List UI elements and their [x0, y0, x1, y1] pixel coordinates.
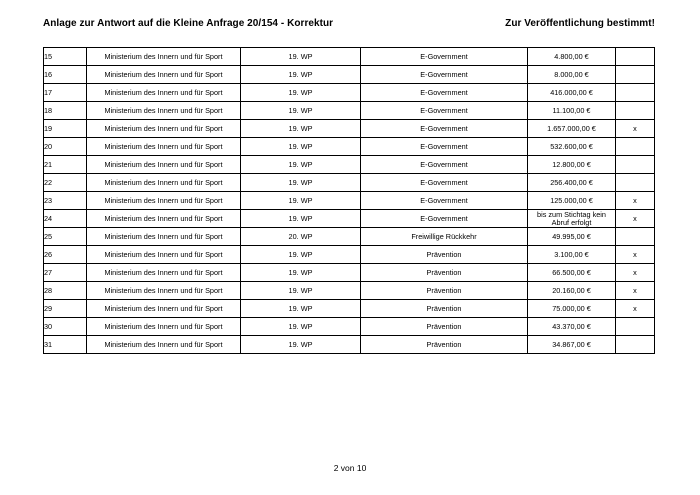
- flag-cell: [616, 102, 655, 120]
- topic-cell: Prävention: [361, 264, 528, 282]
- legislative-period-cell: 19. WP: [241, 300, 361, 318]
- amount-cell: 20.160,00 €: [528, 282, 616, 300]
- ministry-cell: Ministerium des Innern und für Sport: [87, 246, 241, 264]
- table-row: [44, 282, 655, 300]
- amount-cell: 3.100,00 €: [528, 246, 616, 264]
- flag-cell: [616, 138, 655, 156]
- amount-cell: 4.800,00 €: [528, 48, 616, 66]
- table-row: [44, 192, 655, 210]
- legislative-period-cell: 19. WP: [241, 120, 361, 138]
- legislative-period-cell: 19. WP: [241, 66, 361, 84]
- flag-cell: x: [616, 264, 655, 282]
- flag-cell: x: [616, 120, 655, 138]
- legislative-period-cell: 19. WP: [241, 192, 361, 210]
- amount-cell: 34.867,00 €: [528, 336, 616, 354]
- table-row: [44, 336, 655, 354]
- legislative-period-cell: 19. WP: [241, 84, 361, 102]
- ministry-cell: Ministerium des Innern und für Sport: [87, 102, 241, 120]
- flag-cell: [616, 66, 655, 84]
- legislative-period-cell: 19. WP: [241, 318, 361, 336]
- topic-cell: E-Government: [361, 102, 528, 120]
- topic-cell: Prävention: [361, 300, 528, 318]
- ministry-cell: Ministerium des Innern und für Sport: [87, 84, 241, 102]
- amount-cell: 43.370,00 €: [528, 318, 616, 336]
- table-row: [44, 48, 655, 66]
- ministry-cell: Ministerium des Innern und für Sport: [87, 228, 241, 246]
- topic-cell: Prävention: [361, 282, 528, 300]
- ministry-cell: Ministerium des Innern und für Sport: [87, 318, 241, 336]
- flag-cell: [616, 84, 655, 102]
- table-row: [44, 84, 655, 102]
- flag-cell: [616, 318, 655, 336]
- topic-cell: E-Government: [361, 174, 528, 192]
- flag-cell: [616, 156, 655, 174]
- table-row: [44, 210, 655, 228]
- table-row: [44, 156, 655, 174]
- table-row: [44, 228, 655, 246]
- ministry-cell: Ministerium des Innern und für Sport: [87, 336, 241, 354]
- table-row: [44, 120, 655, 138]
- ministry-cell: Ministerium des Innern und für Sport: [87, 120, 241, 138]
- topic-cell: Freiwillige Rückkehr: [361, 228, 528, 246]
- legislative-period-cell: 19. WP: [241, 282, 361, 300]
- legislative-period-cell: 19. WP: [241, 210, 361, 228]
- topic-cell: E-Government: [361, 192, 528, 210]
- ministry-cell: Ministerium des Innern und für Sport: [87, 66, 241, 84]
- topic-cell: Prävention: [361, 246, 528, 264]
- ministry-cell: Ministerium des Innern und für Sport: [87, 138, 241, 156]
- legislative-period-cell: 19. WP: [241, 264, 361, 282]
- legislative-period-cell: 19. WP: [241, 156, 361, 174]
- amount-cell: 49.995,00 €: [528, 228, 616, 246]
- amount-cell: 532.600,00 €: [528, 138, 616, 156]
- amount-cell: 1.657.000,00 €: [528, 120, 616, 138]
- legislative-period-cell: 19. WP: [241, 138, 361, 156]
- row-number: 30: [44, 318, 87, 336]
- amount-cell: 75.000,00 €: [528, 300, 616, 318]
- amount-cell: 11.100,00 €: [528, 102, 616, 120]
- row-number: 31: [44, 336, 87, 354]
- flag-cell: [616, 336, 655, 354]
- flag-cell: x: [616, 210, 655, 228]
- funding-table: [43, 47, 655, 354]
- row-number: 15: [44, 48, 87, 66]
- legislative-period-cell: 19. WP: [241, 102, 361, 120]
- ministry-cell: Ministerium des Innern und für Sport: [87, 264, 241, 282]
- amount-cell: 416.000,00 €: [528, 84, 616, 102]
- table-row: [44, 300, 655, 318]
- topic-cell: E-Government: [361, 84, 528, 102]
- publication-notice: Zur Veröffentlichung bestimmt!: [505, 18, 655, 29]
- legislative-period-cell: 20. WP: [241, 228, 361, 246]
- row-number: 16: [44, 66, 87, 84]
- row-number: 17: [44, 84, 87, 102]
- flag-cell: x: [616, 246, 655, 264]
- ministry-cell: Ministerium des Innern und für Sport: [87, 282, 241, 300]
- amount-cell: 12.800,00 €: [528, 156, 616, 174]
- ministry-cell: Ministerium des Innern und für Sport: [87, 174, 241, 192]
- table-row: [44, 174, 655, 192]
- legislative-period-cell: 19. WP: [241, 174, 361, 192]
- topic-cell: E-Government: [361, 210, 528, 228]
- row-number: 26: [44, 246, 87, 264]
- row-number: 24: [44, 210, 87, 228]
- flag-cell: [616, 228, 655, 246]
- flag-cell: [616, 174, 655, 192]
- legislative-period-cell: 19. WP: [241, 246, 361, 264]
- ministry-cell: Ministerium des Innern und für Sport: [87, 210, 241, 228]
- table-row: [44, 66, 655, 84]
- topic-cell: E-Government: [361, 156, 528, 174]
- table-body: [44, 48, 655, 354]
- amount-cell: 125.000,00 €: [528, 192, 616, 210]
- amount-cell: 256.400,00 €: [528, 174, 616, 192]
- row-number: 19: [44, 120, 87, 138]
- amount-cell: bis zum Stichtag kein Abruf erfolgt: [528, 210, 616, 228]
- row-number: 28: [44, 282, 87, 300]
- flag-cell: x: [616, 300, 655, 318]
- row-number: 21: [44, 156, 87, 174]
- ministry-cell: Ministerium des Innern und für Sport: [87, 156, 241, 174]
- row-number: 27: [44, 264, 87, 282]
- amount-cell: 8.000,00 €: [528, 66, 616, 84]
- row-number: 22: [44, 174, 87, 192]
- row-number: 23: [44, 192, 87, 210]
- table-row: [44, 318, 655, 336]
- row-number: 20: [44, 138, 87, 156]
- flag-cell: x: [616, 192, 655, 210]
- topic-cell: Prävention: [361, 336, 528, 354]
- topic-cell: Prävention: [361, 318, 528, 336]
- legislative-period-cell: 19. WP: [241, 48, 361, 66]
- row-number: 25: [44, 228, 87, 246]
- ministry-cell: Ministerium des Innern und für Sport: [87, 48, 241, 66]
- table-row: [44, 246, 655, 264]
- topic-cell: E-Government: [361, 66, 528, 84]
- table-row: [44, 102, 655, 120]
- ministry-cell: Ministerium des Innern und für Sport: [87, 300, 241, 318]
- document-title: Anlage zur Antwort auf die Kleine Anfrage 20/154 - Korrektur: [43, 18, 334, 29]
- topic-cell: E-Government: [361, 48, 528, 66]
- table-row: [44, 138, 655, 156]
- topic-cell: E-Government: [361, 120, 528, 138]
- flag-cell: [616, 48, 655, 66]
- amount-cell: 66.500,00 €: [528, 264, 616, 282]
- row-number: 29: [44, 300, 87, 318]
- topic-cell: E-Government: [361, 138, 528, 156]
- ministry-cell: Ministerium des Innern und für Sport: [87, 192, 241, 210]
- row-number: 18: [44, 102, 87, 120]
- page-number: 2 von 10: [333, 463, 367, 473]
- flag-cell: x: [616, 282, 655, 300]
- legislative-period-cell: 19. WP: [241, 336, 361, 354]
- table-row: [44, 264, 655, 282]
